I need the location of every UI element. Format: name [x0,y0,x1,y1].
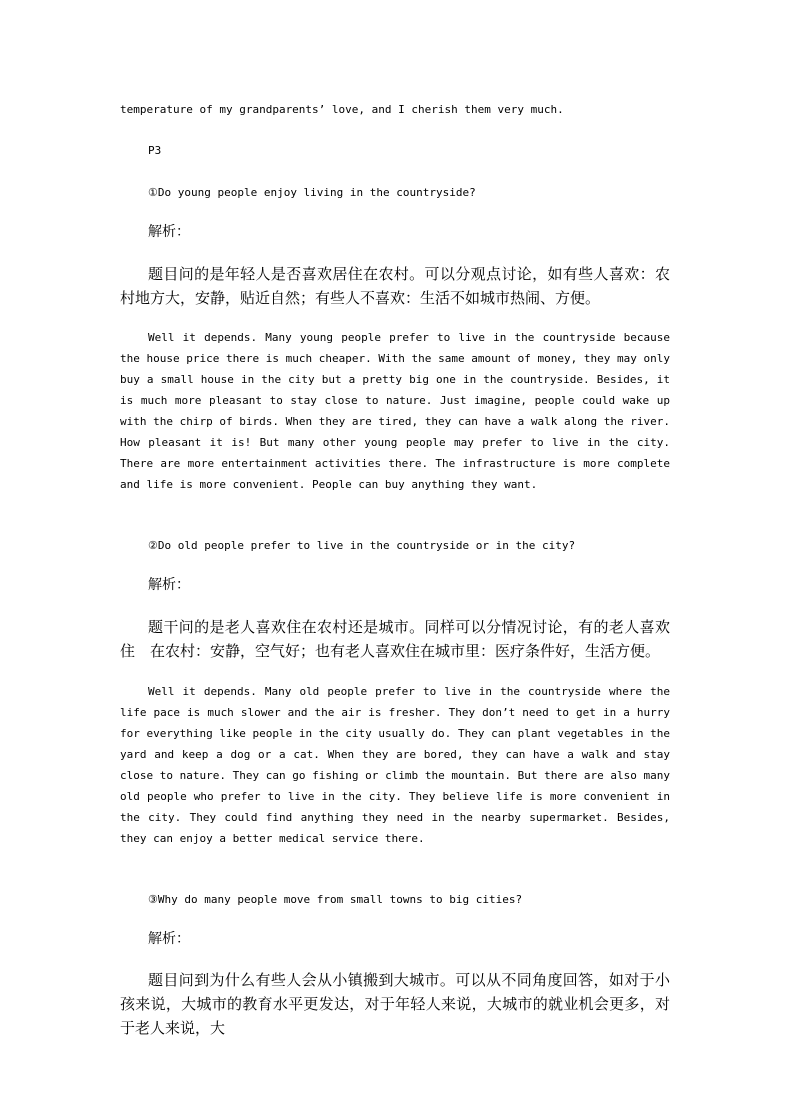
analysis-text-1: 题目问的是年轻人是否喜欢居住在农村。可以分观点讨论，如有些人喜欢：农村地方大，安静，贴近自然；有些人不喜欢：生活不如城市热闹、方便。 [120,265,670,307]
intro-line: temperature of my grandparents’ love, and I cherish them very much. [120,103,564,116]
question-3: ③Why do many people move from small towns to big cities? [148,893,523,906]
analysis-label-3: 解析： [148,931,190,947]
answer-text-2: Well it depends. Many old people prefer to live in the countryside where the life pace is much slower and the air is fresher. They don’t need to get in a hurry for everything like people in the city usually do. They can plant vegetables in the yard and keep a dog or a cat. When they are bored, they can have a walk and stay close to nature. They can go fishing or climb the mountain. But there are also many old people who prefer to live in the city. They believe life is more convenient in the city. They could find anything they need in the nearby supermarket. Besides, they can enjoy a better medical service there. [120,685,670,845]
question-2: ②Do old people prefer to live in the countryside or in the city? [148,539,576,552]
analysis-label-1: 解析： [148,224,190,240]
analysis-text-2: 题干问的是老人喜欢住在农村还是城市。同样可以分情况讨论，有的老人喜欢住 在农村：安静，空气好；也有老人喜欢住在城市里：医疗条件好，生活方便。 [120,618,670,660]
section-label: P3 [148,144,162,157]
question-1: ①Do young people enjoy living in the countryside? [148,186,476,199]
answer-text-1: Well it depends. Many young people prefer to live in the countryside because the house price there is much cheaper. With the same amount of money, they may only buy a small house in the city but a pretty big one in the countryside. Besides, it is much more pleasant to stay close to nature. Just imagine, people could wake up with the chirp of birds. When they are tired, they can have a walk along the river. How pleasant it is! But many other young people may prefer to live in the city. There are more entertainment activities there. The infrastructure is more complete and life is more convenient. People can buy anything they want. [120,331,670,491]
analysis-label-2: 解析： [148,577,190,593]
analysis-text-3: 题目问到为什么有些人会从小镇搬到大城市。可以从不同角度回答，如对于小孩来说，大城市的教育水平更发达，对于年轻人来说，大城市的就业机会更多，对于老人来说，大 [120,971,670,1037]
